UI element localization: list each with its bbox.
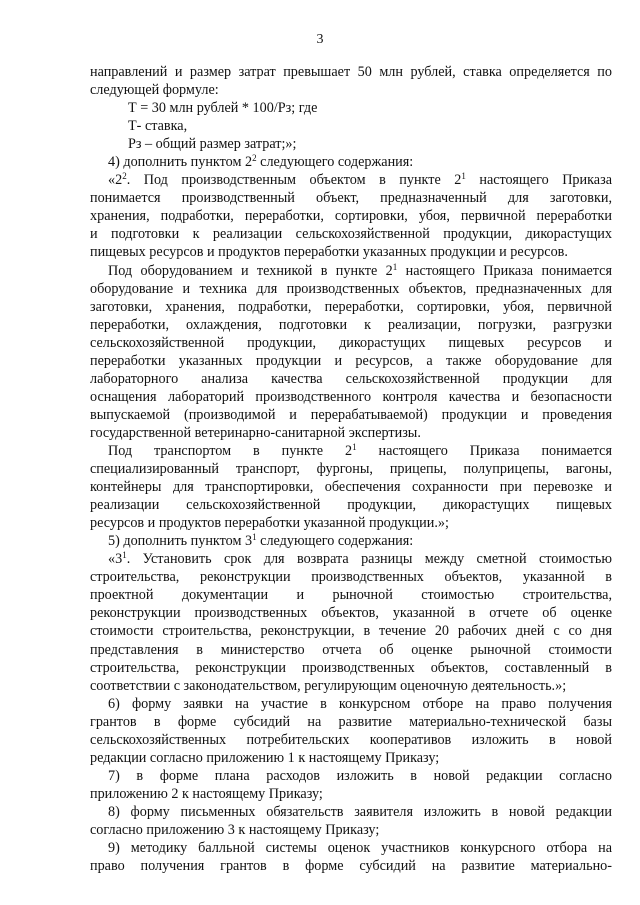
superscript-index: 1 bbox=[252, 532, 257, 543]
text-line: следующей формуле: bbox=[90, 82, 219, 99]
text-line: заготовки, хранения, подработки, переработки, сортировки, убоя, первичной bbox=[90, 298, 612, 315]
text-line: «$2^2$. Под производственным объектом в пункте $2^1$ настоящего Приказа bbox=[108, 171, 612, 189]
document-body bbox=[90, 63, 612, 875]
text-line: сельскохозяйственных потребительских кооперативов изложить в новой bbox=[90, 731, 612, 748]
text-line: 6) форму заявки на участие в конкурсном отборе на право получения bbox=[108, 695, 612, 712]
text-line: Под оборудованием и техникой в пункте $2^1$ настоящего Приказа понимается bbox=[108, 261, 612, 279]
superscript-index: 1 bbox=[392, 261, 398, 272]
text-line: пищевых ресурсов и продуктов переработки указанных продукции и ресурсов. bbox=[90, 244, 568, 261]
text-line: редакции согласно приложению 1 к настоящему Приказу; bbox=[90, 749, 440, 766]
superscript-index: 1 bbox=[461, 171, 466, 182]
superscript-index: 2 bbox=[252, 153, 257, 164]
text-line: и подготовки к реализации сельскохозяйственной продукции, дикорастущих bbox=[90, 226, 612, 243]
text-line: Т = 30 млн рублей * 100/Рз; где bbox=[128, 100, 318, 117]
text-line: грантов в форме субсидий на развитие материально-технической базы bbox=[90, 713, 612, 730]
superscript-index: 1 bbox=[352, 441, 357, 452]
superscript-index: 2 bbox=[122, 171, 127, 182]
text-line: ресурсов и продуктов переработки указанной продукции.»; bbox=[90, 515, 449, 532]
text-line: Под транспортом в пункте $2^1$ настоящего Приказа понимается bbox=[108, 441, 613, 459]
text-line: оборудование и техника для производственных объектов, предназначенных для bbox=[90, 280, 612, 297]
text-line: Рз – общий размер затрат;»; bbox=[128, 136, 297, 153]
text-line: оснащения лабораторий производственного контроля качества и безопасности bbox=[90, 388, 612, 405]
text-line: контейнеры для транспортировки, обеспечения сохранности при перевозке и bbox=[90, 479, 612, 496]
text-line: строительства, реконструкции производственных объектов, указанной в bbox=[90, 569, 612, 586]
text-line: сельскохозяйственной продукции, дикорастущих пищевых ресурсов и bbox=[90, 334, 612, 351]
text-line: направлений и размер затрат превышает 50 млн рублей, ставка определяется по bbox=[90, 64, 612, 80]
text-line: реализации сельскохозяйственной продукции, дикорастущих пищевых bbox=[90, 497, 612, 514]
text-line: переработки указанных продукции и ресурсов, а также оборудование для bbox=[90, 352, 612, 369]
text-line: стоимости строительства, реконструкции, в течение 20 рабочих дней с со дня bbox=[90, 623, 612, 640]
text-line: строительства, реконструкции производственных объектов, составленный в bbox=[90, 659, 612, 676]
text-line: 4) дополнить пунктом $2^2$ следующего содержания: bbox=[108, 153, 414, 171]
text-line: согласно приложению 3 к настоящему Приказу; bbox=[90, 821, 380, 838]
page-number: 3 bbox=[316, 32, 324, 47]
superscript-index: 1 bbox=[122, 550, 127, 561]
text-line: государственной ветеринарно-санитарной экспертизы. bbox=[90, 424, 421, 441]
text-line: 8) форму письменных обязательств заявителя изложить в новой редакции bbox=[108, 803, 612, 820]
text-line: 5) дополнить пунктом $3^1$ следующего содержания: bbox=[108, 532, 414, 550]
text-line: реконструкции производственных объектов, указанной в отчете об оценке bbox=[90, 605, 612, 622]
text-line: выпускаемой (производимой и перерабатываемой) продукции и проведения bbox=[90, 406, 612, 423]
text-line: понимается производственный объект, предназначенный для заготовки, bbox=[90, 190, 612, 207]
text-line: специализированный транспорт, фургоны, прицепы, полуприцепы, вагоны, bbox=[90, 461, 612, 478]
text-line: соответствии с законодательством, регулирующим оценочную деятельность.»; bbox=[90, 677, 567, 694]
text-line: хранения, подработки, переработки, сортировки, убоя, первичной переработки bbox=[90, 208, 612, 225]
text-line: 9) методику балльной системы оценок участников конкурсного отбора на bbox=[108, 840, 612, 857]
text-line: переработки, охлаждения, подготовки к реализации, погрузки, разгрузки bbox=[90, 316, 612, 333]
text-line: лабораторного анализа качества сельскохозяйственной продукции для bbox=[90, 370, 612, 387]
text-line: «$3^1$. Установить срок для возврата разницы между сметной стоимостью bbox=[108, 550, 612, 568]
text-line: приложению 2 к настоящему Приказу; bbox=[90, 785, 323, 802]
text-line: 7) в форме плана расходов изложить в новой редакции согласно bbox=[108, 767, 612, 784]
text-line: право получения грантов в форме субсидий на развитие материально- bbox=[90, 858, 612, 875]
text-line: представления в министерство отчета об оценке рыночной стоимости bbox=[90, 641, 612, 658]
text-line: Т- ставка, bbox=[128, 118, 188, 135]
text-line: проектной документации и рыночной стоимостью строительства, bbox=[90, 587, 612, 604]
